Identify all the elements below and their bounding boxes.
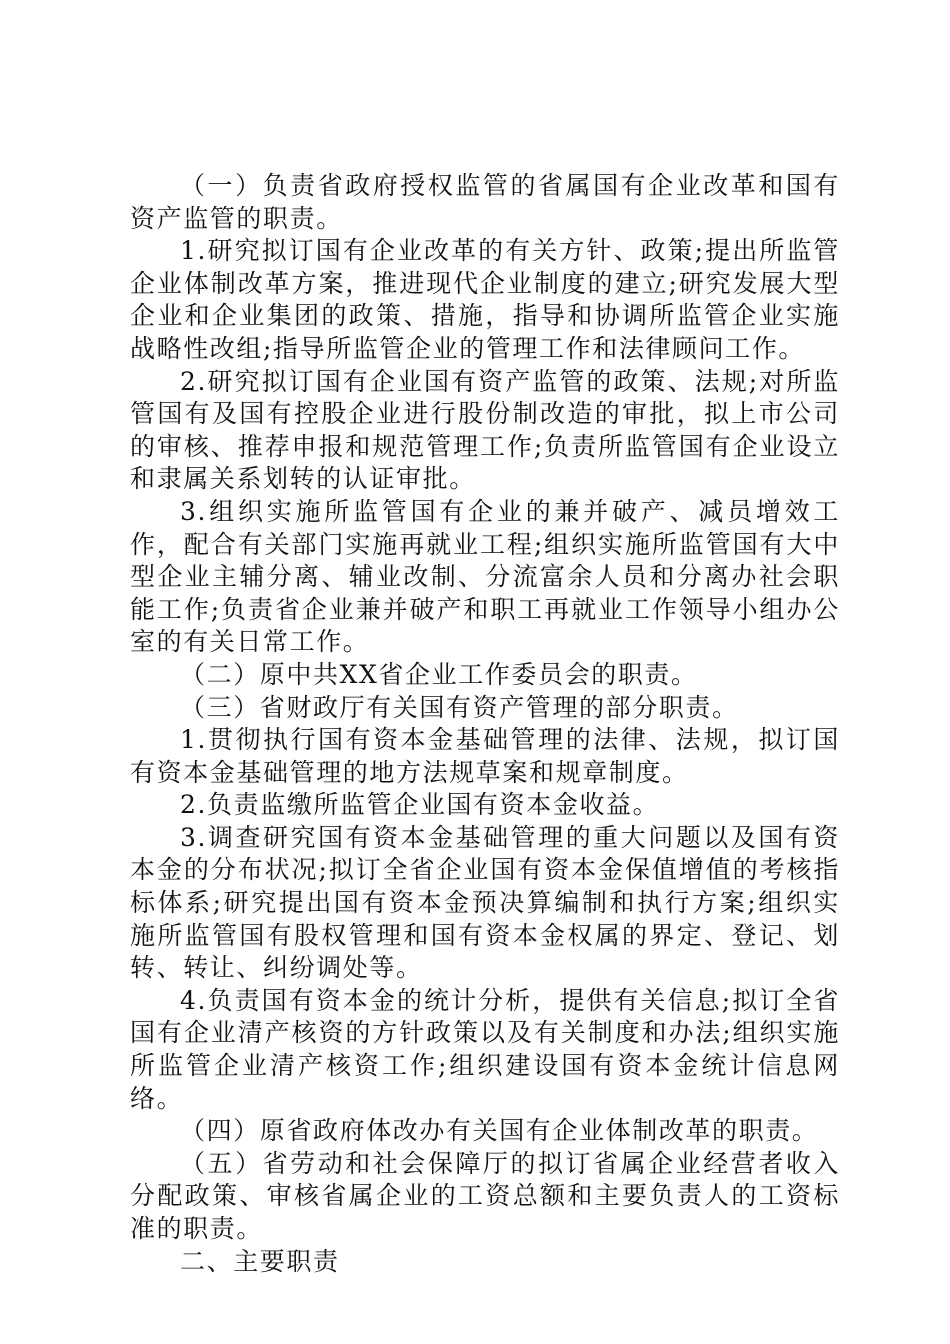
paragraph-section-1: （一）负责省政府授权监管的省属国有企业改革和国有资产监管的职责。 <box>130 171 840 233</box>
paragraph-section-4: （四）原省政府体改办有关国有企业体制改革的职责。 <box>180 1116 819 1146</box>
paragraph-item-3-4: 4.负责国有资本金的统计分析，提供有关信息;拟订全省国有企业清产核资的方针政策以及有关制度和办法;组织实施所监管企业清产核资工作;组织建设国有资本金统计信息网络。 <box>130 985 840 1113</box>
heading-main-duties: 二、主要职责 <box>180 1246 340 1276</box>
document-body <box>130 170 840 1278</box>
paragraph-section-5: （五）省劳动和社会保障厅的拟订省属企业经营者收入分配政策、审核省属企业的工资总额和主要负责人的工资标准的职责。 <box>130 1148 840 1243</box>
paragraph-item-3-1: 1.贯彻执行国有资本金基础管理的法律、法规，拟订国有资本金基础管理的地方法规草案和规章制度。 <box>130 725 840 787</box>
paragraph-item-1-1: 1.研究拟订国有企业改革的有关方针、政策;提出所监管企业体制改革方案，推进现代企业制度的建立;研究发展大型企业和企业集团的政策、措施，指导和协调所监管企业实施战略性改组;指导所监管企业的管理工作和法律顾问工作。 <box>130 236 840 363</box>
paragraph-section-3: （三）省财政厅有关国有资产管理的部分职责。 <box>180 692 739 722</box>
paragraph-section-2: （二）原中共XX省企业工作委员会的职责。 <box>180 659 698 689</box>
paragraph-item-3-2: 2.负责监缴所监管企业国有资本金收益。 <box>180 790 660 820</box>
paragraph-item-3-3: 3.调查研究国有资本金基础管理的重大问题以及国有资本金的分布状况;拟订全省企业国有资本金保值增值的考核指标体系;研究提出国有资本金预决算编制和执行方案;组织实施所监管国有股权管理和国有资本金权属的界定、登记、划转、转让、纠纷调处等。 <box>130 822 840 983</box>
paragraph-item-1-3: 3.组织实施所监管国有企业的兼并破产、减员增效工作，配合有关部门实施再就业工程;组织实施所监管国有大中型企业主辅分离、辅业改制、分流富余人员和分离办社会职能工作;负责省企业兼并破产和职工再就业工作领导小组办公室的有关日常工作。 <box>130 496 840 657</box>
paragraph-item-1-2: 2.研究拟订国有企业国有资产监管的政策、法规;对所监管国有及国有控股企业进行股份制改造的审批，拟上市公司的审核、推荐申报和规范管理工作;负责所监管国有企业设立和隶属关系划转的认证审批。 <box>130 366 840 494</box>
